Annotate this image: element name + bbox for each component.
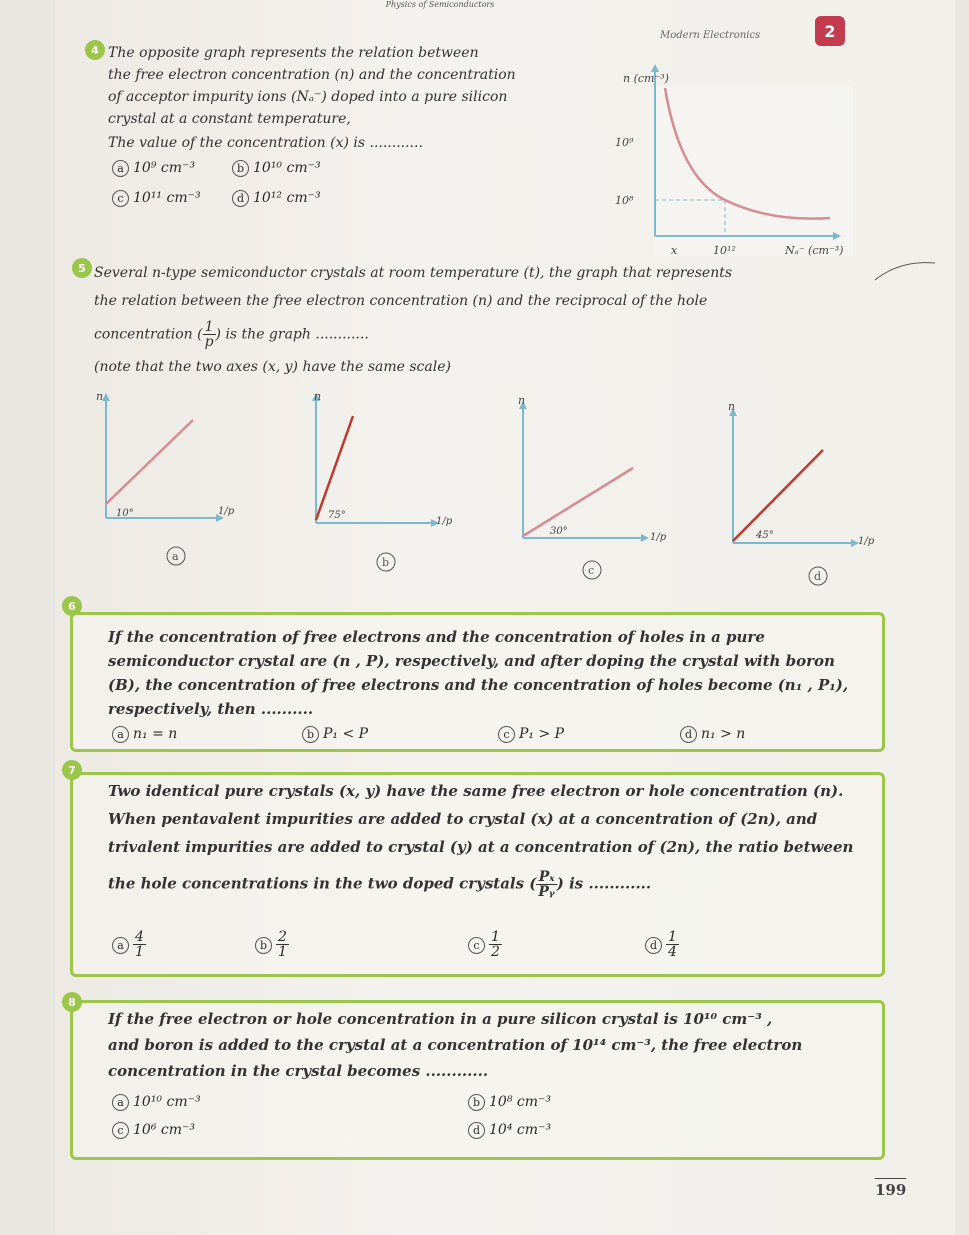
q8-line3: concentration in the crystal becomes ............ <box>108 1062 489 1080</box>
q6-line4: respectively, then .......... <box>108 700 314 718</box>
q4-option-b[interactable]: b 10¹⁰ cm⁻³ <box>232 160 321 177</box>
svg-text:1/p: 1/p <box>436 516 453 527</box>
svg-text:b: b <box>382 556 390 569</box>
q5-graphs <box>88 388 918 588</box>
q8-option-b[interactable]: b 10⁸ cm⁻³ <box>468 1094 551 1111</box>
q6-line1: If the concentration of free electrons and the concentration of holes in a pure <box>108 628 765 646</box>
decorative-swirl <box>870 255 940 285</box>
q6-option-a[interactable]: a n₁ = n <box>112 726 177 743</box>
q7-option-d[interactable]: d $\frac{1}{4}$ <box>645 930 679 959</box>
svg-text:c: c <box>588 564 595 577</box>
svg-text:30°: 30° <box>550 526 568 537</box>
q7-line4: the hole concentrations in the two doped crystals ( $\frac{\text{Pₓ}}{\text{Pᵧ}}$ ) is ............ <box>108 869 652 900</box>
q4-line3: of acceptor impurity ions (Nₐ⁻) doped into a pure silicon <box>108 89 508 105</box>
svg-text:75°: 75° <box>328 510 346 521</box>
q7-line1: Two identical pure crystals (x, y) have the same free electron or hole concentration (n). <box>108 782 844 800</box>
chapter-badge: 2 <box>815 16 845 46</box>
q8-option-c[interactable]: c 10⁶ cm⁻³ <box>112 1122 195 1139</box>
q7-option-a[interactable]: a $\frac{4}{1}$ <box>112 930 146 959</box>
q6-line2: semiconductor crystal are (n , P), respectively, and after doping the crystal with boron <box>108 652 835 670</box>
q6-option-c[interactable]: c P₁ > P <box>498 726 564 743</box>
q5-line2: the relation between the free electron concentration (n) and the reciprocal of the hole <box>94 293 708 309</box>
q4-x-tick-origin: x <box>671 244 678 257</box>
header-title: Physics of Semiconductors <box>385 0 495 9</box>
q4-graph-bg <box>653 86 853 256</box>
q4-option-a[interactable]: a 10⁹ cm⁻³ <box>112 160 195 177</box>
q4-y-label: n (cm⁻³) <box>623 72 669 85</box>
q5-line4: (note that the two axes (x, y) have the same scale) <box>94 359 451 375</box>
q4-graph <box>585 58 865 258</box>
svg-text:n: n <box>314 390 322 403</box>
question-number-8: 8 <box>62 992 82 1012</box>
page-header <box>0 0 969 40</box>
header-chapter: Modern Electronics <box>660 30 761 41</box>
question-number-7: 7 <box>62 760 82 780</box>
q5-graph-a-line <box>106 420 193 504</box>
q8-option-a[interactable]: a 10¹⁰ cm⁻³ <box>112 1094 201 1111</box>
q5-line1: Several n-type semiconductor crystals at room temperature (t), the graph that represents <box>94 265 733 281</box>
page-number: 199 <box>875 1178 906 1199</box>
q6-option-d[interactable]: d n₁ > n <box>680 726 745 743</box>
q4-line2: the free electron concentration (n) and the concentration <box>108 67 516 83</box>
q4-y-tick-top: 10⁹ <box>615 136 634 149</box>
svg-text:1/p: 1/p <box>858 536 875 547</box>
svg-text:n: n <box>728 400 736 413</box>
q4-option-d[interactable]: d 10¹² cm⁻³ <box>232 190 321 207</box>
svg-text:a: a <box>172 550 179 563</box>
q5-graph-d-line <box>733 450 823 541</box>
svg-text:1/p: 1/p <box>650 532 667 543</box>
q5-graph-c-line <box>523 468 633 536</box>
q4-line1: The opposite graph represents the relation between <box>108 45 479 61</box>
svg-text:d: d <box>814 570 822 583</box>
svg-text:1/p: 1/p <box>218 506 235 517</box>
q4-line4: crystal at a constant temperature, <box>108 111 351 127</box>
q8-line2: and boron is added to the crystal at a concentration of 10¹⁴ cm⁻³, the free electron <box>108 1036 803 1054</box>
q7-option-b[interactable]: b $\frac{2}{1}$ <box>255 930 289 959</box>
q5-graph-b <box>312 390 453 571</box>
q7-line3: trivalent impurities are added to crystal (y) at a concentration of (2n), the ratio between <box>108 838 854 856</box>
q5-graph-d <box>728 400 875 585</box>
q5-line3: concentration ( $\frac{1}{p}$ ) is the graph ............ <box>94 319 369 350</box>
q5-graph-a <box>96 390 235 565</box>
q7-option-c[interactable]: c $\frac{1}{2}$ <box>468 930 502 959</box>
question-number-6: 6 <box>62 596 82 616</box>
q5-graph-c <box>518 394 667 579</box>
q5-graph-b-line <box>316 416 353 520</box>
q4-y-tick-low: 10⁸ <box>615 194 634 207</box>
question-number-4: 4 <box>85 40 105 60</box>
question-number-5: 5 <box>72 258 92 278</box>
q6-option-b[interactable]: b P₁ < P <box>302 726 368 743</box>
q6-line3: (B), the concentration of free electrons and the concentration of holes become (n₁ , P₁), <box>108 676 849 694</box>
svg-text:n: n <box>518 394 526 407</box>
q4-x-label: Nₐ⁻ (cm⁻³) <box>785 244 844 257</box>
q4-option-c[interactable]: c 10¹¹ cm⁻³ <box>112 190 201 207</box>
q4-x-tick: 10¹² <box>713 244 736 257</box>
q4-line5: The value of the concentration (x) is ............ <box>108 135 423 151</box>
svg-text:10°: 10° <box>116 508 134 519</box>
q7-line2: When pentavalent impurities are added to crystal (x) at a concentration of (2n), and <box>108 810 818 828</box>
svg-text:n: n <box>96 390 104 403</box>
q8-line1: If the free electron or hole concentration in a pure silicon crystal is 10¹⁰ cm⁻³ , <box>108 1010 773 1028</box>
q8-option-d[interactable]: d 10⁴ cm⁻³ <box>468 1122 551 1139</box>
svg-text:45°: 45° <box>756 530 774 541</box>
q4-y-arrow <box>651 64 659 72</box>
